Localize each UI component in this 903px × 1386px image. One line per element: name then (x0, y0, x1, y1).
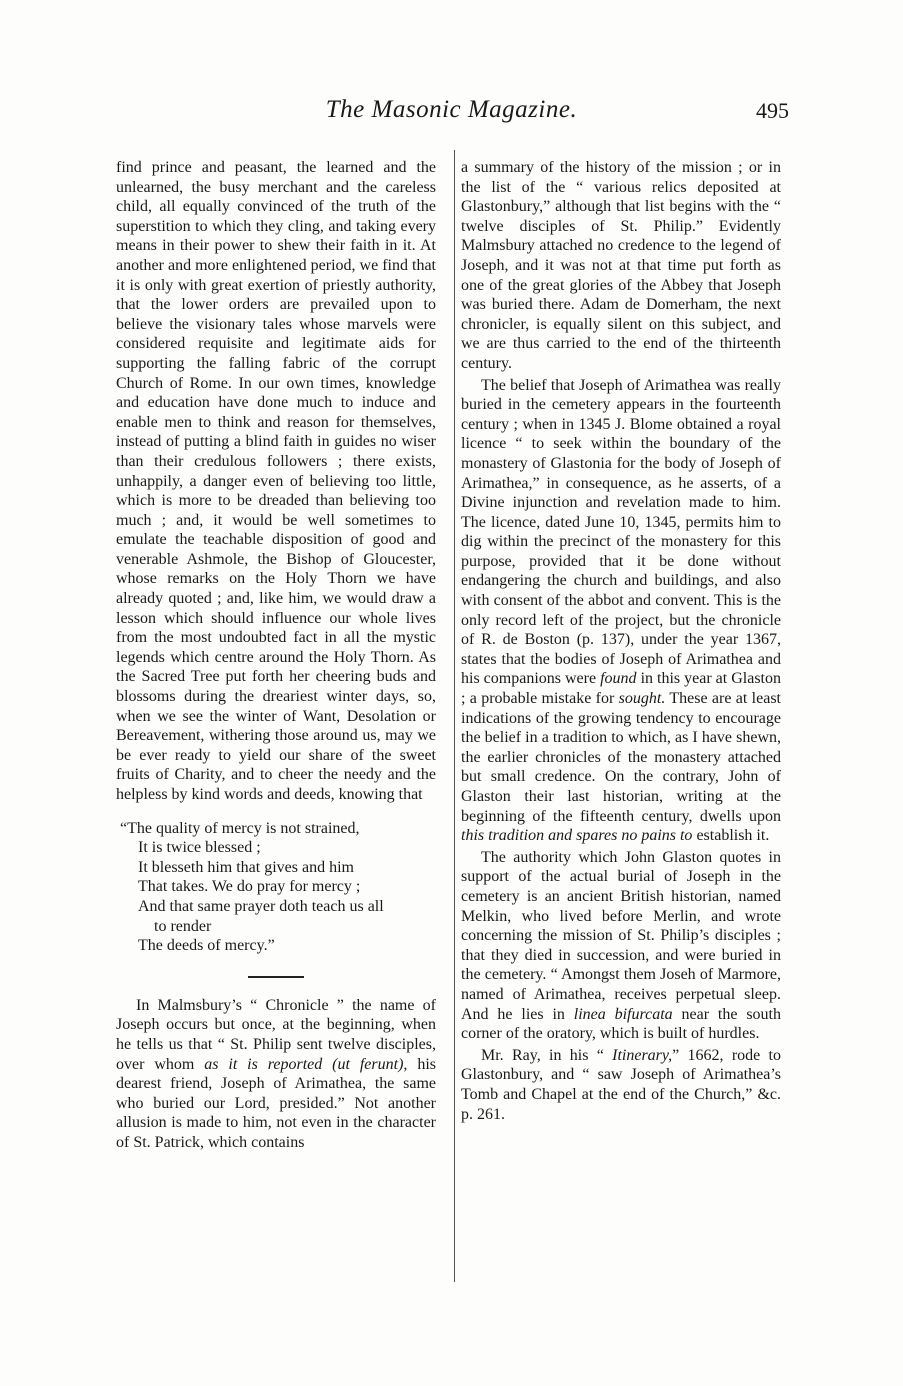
r-para2-text-d: establish it. (692, 827, 770, 845)
r-para4-text-a: Mr. Ray, in his “ (481, 1046, 613, 1064)
poem-line-6: to render (154, 917, 212, 935)
r-para4-italic: Itinerary, (612, 1046, 673, 1064)
page-number: 495 (756, 98, 789, 123)
right-paragraph-3 (461, 848, 781, 1044)
poem-line-3: It blesseth him that gives and him (138, 858, 354, 876)
r-para2-text-a: The belief that Joseph of Arimathea was really buried in the cemetery appears in the fourteenth century ; when in 1345 J. Blome obtained a royal licence “ to seek within the boundary of the monastery of Glastonia for the body of Joseph of Arimathea,” in consequence, as he asserts, of a Divine injunction and revelation made to him. The licence, dated June 10, 1345, permits him to dig within the precinct of the monastery for this purpose, provided that it be done without endangering the church and buildings, and also with consent of the abbot and convent. This is the only record left of the project, but the chronicle of R. de Boston (p. 137), under the year 1367, states that the bodies of Joseph of Arimathea and his companions were (461, 376, 781, 688)
r-para4-text-b: ” 1662, rode to Glastonbury, and “ saw Joseph of Arimathea’s Tomb and Chapel at the end of the Church,” &c. p. 261. (461, 1046, 781, 1123)
section-separator (248, 976, 304, 978)
right-paragraph-4 (461, 1046, 781, 1124)
para2-italic: as it is reported (ut ferunt), (204, 1055, 408, 1073)
r-para2-sought: sought. (618, 690, 666, 708)
poem-line-4: That takes. We do pray for mercy ; (138, 878, 361, 896)
r-para3-italic: linea bifurcata (573, 1005, 673, 1023)
r-para3-text-b: near the south corner of the oratory, which is built of hurdles. (461, 1005, 781, 1043)
r-para2-found: found (600, 670, 637, 688)
poem-line-5: And that same prayer doth teach us all (138, 897, 384, 915)
poem-line-1: “The quality of mercy is not strained, (120, 819, 360, 837)
left-paragraph-2 (116, 996, 436, 1153)
right-column (461, 158, 781, 1124)
left-paragraph-1: find prince and peasant, the learned and the unlearned, the busy merchant and the careless child, all equally convinced of the truth of the superstition to which they cling, and taking every means in their power to shew their faith in it. At another and more enlightened period, we find that it is only with great exertion of priestly authority, that the lower orders are prevailed upon to believe the visionary tales whose marvels were considered requisite and legitimate aids for supporting the falling fabric of the corrupt Church of Rome. In our own times, knowledge and education have done much to induce and enable men to think and reason for themselves, instead of putting a blind faith in guides no wiser than their credulous followers ; there exists, unhappily, a danger even of believing too little, which is more to be dreaded than believing too much ; and, it would be well sometimes to emulate the teachable disposition of good and venerable Ashmole, the Bishop of Gloucester, whose remarks on the Holy Thorn we have already quoted ; and, like him, we would draw a lesson which should influence our whole lives from the most undoubted fact in all the mystic legends which centre around the Holy Thorn. As the Sacred Tree put forth her cheering buds and blossoms during the dreariest winter days, so, when we see the winter of Want, Desolation or Bereavement, withering those around us, may we be ever ready to yield our share of the sweet fruits of Charity, and to cheer the needy and the helpless by kind words and deeds, knowing that (116, 159, 436, 803)
r-para3-text-a: The authority which John Glaston quotes in support of the actual burial of Joseph in the cemetery is an ancient British historian, named Melkin, who lived before Merlin, and wrote concerning the mission of St. Philip’s disciples ; that they died in succession, and were buried in the cemetery. “ Amongst them Joseh of Marmore, named of Arimathea, receives perpetual sleep. And he lies in (461, 848, 781, 1023)
poem-line-7: The deeds of mercy.” (138, 937, 275, 955)
para2-text-b: his dearest friend, Joseph of Arimathea, the same who buried our Lord, presided.” Not another allusion is made to him, not even in the character of St. Patrick, which contains (116, 1055, 437, 1151)
page-title: The Masonic Magazine. (325, 96, 578, 123)
right-paragraph-2 (461, 376, 781, 846)
left-column (116, 158, 436, 1153)
r-para2-italic: this tradition and spares no pains to (461, 827, 693, 845)
r-para2-text-c: These are at least indications of the growing tendency to encourage the belief in a tradition to which, as I have shewn, the earlier chronicles of the monastery attached but small credence. On the contrary, John of Glaston their last historian, writing at the beginning of the fifteenth century, dwells upon (461, 690, 782, 825)
para2-text-a: In Malmsbury’s “ Chronicle ” the name of Joseph occurs but once, at the beginning, when he tells us that “ St. Philip sent twelve disciples, over whom (116, 996, 436, 1073)
column-divider (454, 150, 455, 1282)
running-header (0, 96, 903, 130)
poem-line-2: It is twice blessed ; (138, 839, 261, 857)
right-paragraph-1: a summary of the history of the mission ; or in the list of the “ various relics deposited at Glastonbury,” although that list begins with the “ twelve disciples of St. Philip.” Evidently Malmsbury attached no credence to the legend of Joseph, and it was not at that time put forth as one of the great glories of the Abbey that Joseph was buried there. Adam de Domerham, the next chronicler, is equally silent on this subject, and we are thus carried to the end of the thirteenth century. (461, 159, 781, 372)
quoted-poem (120, 819, 436, 956)
r-para2-text-b: in this year at Glaston ; a probable mistake for (461, 670, 782, 708)
